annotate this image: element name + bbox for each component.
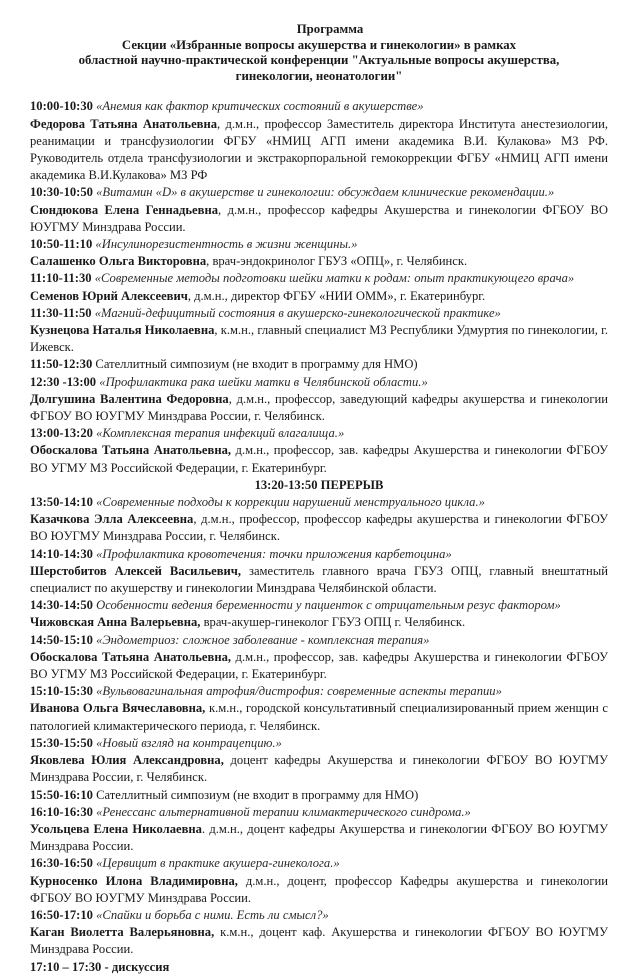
slot-time: 13:50-14:10: [30, 495, 93, 510]
speaker-credentials: . д.м.н., доцент кафедры Акушерства и гинекологии ФГБОУ ВО ЮУГМУ Минздрава России.: [30, 821, 608, 854]
speaker-credentials: заместитель главного врача ГБУЗ ОПЦ, главный внештатный специалист по акушерству и гинекологии Минздрава Челябинской области.: [30, 563, 608, 596]
speaker-name: Казачкова Элла Алексеевна: [30, 512, 194, 527]
program-slot: [30, 855, 608, 872]
program-slot: [30, 546, 608, 563]
slot-time: 10:30-10:50: [30, 185, 93, 200]
speaker-credentials: , врач-эндокринолог ГБУЗ «ОПЦ», г. Челябинск.: [206, 254, 468, 269]
speaker-name: Долгушина Валентина Федоровна: [30, 391, 229, 406]
slot-time: 16:50-17:10: [30, 907, 93, 922]
slot-time: 11:50-12:30: [30, 357, 93, 372]
slot-time: 15:30-15:50: [30, 735, 93, 750]
speaker-line: [30, 752, 608, 786]
talk-topic: «Цервицит в практике акушера-гинеколога.»: [96, 856, 340, 871]
speaker-name: Обоскалова Татьяна Анатольевна,: [30, 443, 232, 458]
speaker-credentials: д.м.н., доцент, профессор Кафедры акушерства и гинекологии ФГБОУ ВО ЮУГМУ Минздрава России.: [30, 873, 608, 905]
speaker-name: Каган Виолетта Валерьяновна,: [30, 925, 215, 940]
speaker-line: [30, 563, 608, 597]
speaker-line: [30, 821, 608, 855]
talk-topic: «Анемия как фактор критических состояний в акушерстве»: [96, 99, 424, 114]
speaker-line: [30, 322, 608, 356]
program-slot: [30, 356, 608, 373]
talk-topic: «Инсулинорезистентность в жизни женщины.»: [95, 237, 358, 251]
slot-time: 10:00-10:30: [30, 99, 93, 114]
speaker-name: Шерстобитов Алексей Васильевич,: [30, 563, 242, 578]
speaker-line: [30, 614, 608, 631]
talk-topic: «Профилактика рака шейки матки в Челябинской области.»: [99, 374, 428, 389]
slot-time: 11:30-11:50: [30, 305, 92, 320]
speaker-credentials: , д.м.н., профессор, профессор кафедры акушерства и гинекологии ФГБОУ ВО ЮУГМУ Минздрава России, г. Челябинск.: [30, 512, 608, 544]
speaker-credentials: д.м.н., профессор, зав. кафедры Акушерства и гинекологии ФГБОУ ВО УГМУ МЗ Российской Федерации, г. Екатеринбург.: [30, 649, 608, 682]
speaker-name: Усольцева Елена Николаевна: [30, 821, 202, 836]
talk-topic: «Ренессанс альтернативной терапии климактерического синдрома.»: [96, 804, 471, 819]
slot-time: 16:10-16:30: [30, 804, 93, 819]
speaker-line: [30, 288, 608, 305]
slot-time: 16:30-16:50: [30, 856, 93, 871]
talk-topic: Особенности ведения беременности у пациенток с отрицательным резус фактором»: [96, 598, 561, 613]
speaker-line: [30, 924, 608, 958]
speaker-credentials: к.м.н., доцент каф. Акушерства и гинекологии ФГБОУ ВО ЮУГМУ Минздрава России.: [30, 925, 608, 957]
program-slot: [30, 184, 608, 201]
program-slot: [30, 787, 608, 804]
slot-time: 14:10-14:30: [30, 546, 93, 561]
program-slot: [30, 735, 608, 752]
talk-topic: «Спайки и борьба с ними. Есть ли смысл?»: [96, 907, 329, 922]
talk-topic: «Новый взгляд на контрацепцию.»: [96, 735, 282, 750]
speaker-line: [30, 202, 608, 236]
talk-topic: «Эндометриоз: сложное заболевание - комплексная терапия»: [96, 632, 430, 647]
speaker-credentials: , к.м.н., главный специалист МЗ Республики Удмуртия по гинекологии, г. Ижевск.: [30, 323, 608, 355]
program-slot: [30, 270, 608, 287]
talk-topic: «Современные методы подготовки шейки матки к родам: опыт практикующего врача»: [94, 271, 575, 286]
header-section-line: Секции «Избранные вопросы акушерства и гинекологии» в рамках: [121, 37, 517, 52]
speaker-name: Обоскалова Татьяна Анатольевна,: [30, 649, 232, 664]
speaker-line: [30, 391, 608, 425]
program-slot: [30, 374, 608, 391]
header-conference-line: областной научно-практической конференции "Актуальные вопросы акушерства,: [78, 53, 560, 68]
program-slot: [30, 305, 608, 322]
speaker-name: Салашенко Ольга Викторовна: [30, 254, 207, 269]
program-slot: [30, 425, 608, 442]
document-header: [30, 22, 608, 84]
speaker-line: [30, 873, 608, 907]
speaker-line: [30, 700, 608, 734]
program-document: [30, 22, 608, 976]
talk-topic: «Магний-дефицитный состояния в акушерско-гинекологической практике»: [94, 305, 501, 320]
speaker-credentials: , д.м.н., профессор кафедры Акушерства и гинекологии ФГБОУ ВО ЮУГМУ Минздрава России.: [30, 202, 608, 234]
speaker-credentials: врач-акушер-гинеколог ГБУЗ ОПЦ г. Челябинск.: [200, 615, 466, 630]
program-slot: [30, 236, 608, 253]
program-slot: [30, 494, 608, 511]
speaker-credentials: , д.м.н., директор ФГБУ «НИИ ОММ», г. Екатеринбург.: [187, 288, 486, 303]
program-slot: [30, 98, 608, 115]
speaker-name: Чижовская Анна Валерьевна,: [30, 615, 201, 630]
program-slot: [30, 683, 608, 700]
slot-time: 15:50-16:10: [30, 787, 93, 802]
speaker-name: Иванова Ольга Вячеславовна,: [30, 701, 206, 716]
closing-discussion: 17:10 – 17:30 - дискуссия: [30, 959, 170, 974]
header-conference-line-end: гинекологии, неонатологии": [235, 68, 403, 83]
slot-time: 12:30 -13:00: [30, 374, 97, 389]
slot-time: 15:10-15:30: [30, 684, 93, 699]
speaker-name: Федорова Татьяна Анатольевна: [30, 116, 218, 131]
speaker-line: [30, 511, 608, 545]
talk-topic: «Профилактика кровотечения: точки приложения карбетоцина»: [96, 546, 452, 561]
speaker-credentials: , д.м.н., профессор, заведующий кафедры акушерства и гинекологии ФГБОУ ВО ЮУГМУ Минздрава России, г. Челябинск.: [30, 391, 608, 424]
speaker-line: [30, 442, 608, 476]
slot-time: 14:50-15:10: [30, 632, 93, 647]
speaker-credentials: доцент кафедры Акушерства и гинекологии ФГБОУ ВО ЮУГМУ Минздрава России, г. Челябинск.: [30, 753, 608, 785]
program-slot: [30, 597, 608, 614]
speaker-line: [30, 253, 608, 270]
slot-time: 10:50-11:10: [30, 237, 93, 251]
program-slot: [30, 804, 608, 821]
slot-time: 13:00-13:20: [30, 426, 93, 441]
speaker-credentials: , д.м.н., профессор Заместитель директора Института анестезиологии, реанимации и трансфузиологии ФГБУ «НМИЦ АГП имени академика В.И. Кулакова» МЗ РФ. Руководитель отдела трансфузиологии и экстракорпоральной гемокоррекции ФГБУ «НМИЦ АГП имени академика В.И.Кулакова» МЗ РФ: [30, 116, 608, 183]
speaker-name: Семенов Юрий Алексеевич: [30, 288, 188, 303]
speaker-line: [30, 116, 608, 185]
speaker-name: Сюндюкова Елена Геннадьевна: [30, 202, 219, 217]
slot-note: Сателлитный симпозиум (не входит в программу для НМО): [92, 357, 418, 372]
slot-time: 14:30-14:50: [30, 598, 93, 613]
talk-topic: «Вульвовагинальная атрофия/дистрофия: современные аспекты терапии»: [96, 684, 502, 699]
talk-topic: «Комплексная терапия инфекций влагалища.»: [96, 426, 345, 441]
slot-time: 11:10-11:30: [30, 271, 92, 286]
speaker-name: Курносенко Илона Владимировна,: [30, 873, 238, 888]
speaker-credentials: к.м.н., городской консультативный специализированный прием женщин с патологией климактерического периода, г. Челябинск.: [30, 701, 608, 733]
speaker-name: Яковлева Юлия Александровна,: [30, 753, 224, 768]
talk-topic: «Современные подходы к коррекции нарушений менструального цикла.»: [96, 495, 485, 510]
header-title: Программа: [296, 22, 364, 36]
speaker-name: Кузнецова Наталья Николаевна: [30, 323, 215, 338]
program-list: [30, 98, 608, 975]
speaker-line: [30, 649, 608, 683]
program-slot: [30, 632, 608, 649]
speaker-credentials: д.м.н., профессор, зав. кафедры Акушерства и гинекологии ФГБОУ ВО УГМУ МЗ Российской Федерации, г. Екатеринбург.: [30, 443, 608, 475]
break-row: 13:20-13:50 ПЕРЕРЫВ: [254, 477, 384, 492]
program-slot: [30, 907, 608, 924]
slot-note: Сателлитный симпозиум (не входит в программу для НМО): [92, 787, 419, 802]
talk-topic: «Витамин «D» в акушерстве и гинекологии: обсуждаем клинические рекомендации.»: [96, 185, 555, 200]
